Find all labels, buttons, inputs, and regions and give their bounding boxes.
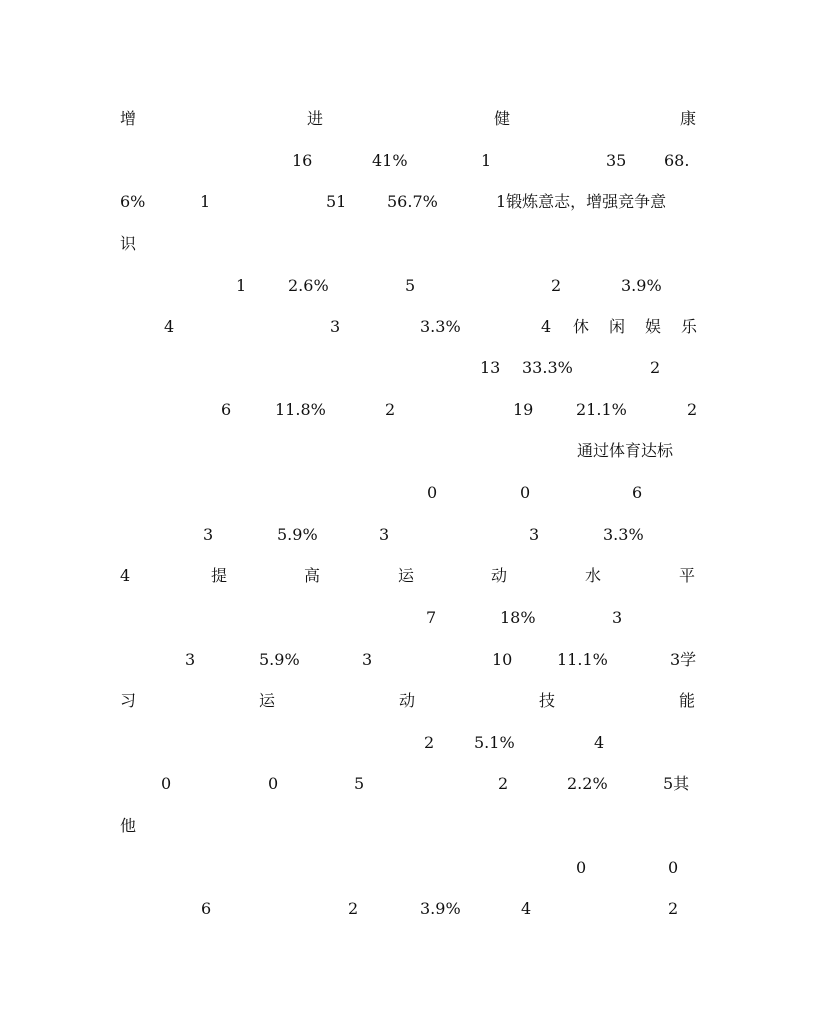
text-fragment: 娱 — [645, 317, 662, 336]
text-fragment: 35 — [606, 151, 627, 170]
text-fragment: 2.2% — [567, 774, 608, 793]
text-fragment: 4 — [120, 566, 131, 585]
text-fragment: 2 — [668, 899, 679, 918]
text-fragment: 33.3% — [522, 358, 573, 377]
text-fragment: 进 — [307, 109, 324, 128]
text-fragment: 11.8% — [275, 400, 326, 419]
text-fragment: 平 — [679, 566, 696, 585]
text-fragment: 水 — [585, 566, 602, 585]
text-fragment: 51 — [326, 192, 347, 211]
text-fragment: 1 — [200, 192, 211, 211]
text-fragment: 19 — [513, 400, 534, 419]
text-fragment: 5 — [354, 774, 365, 793]
text-fragment: 技 — [539, 691, 556, 710]
text-fragment: 5.1% — [474, 733, 515, 752]
text-fragment: 21.1% — [576, 400, 627, 419]
text-fragment: 2 — [385, 400, 396, 419]
text-fragment: 2.6% — [288, 276, 329, 295]
text-fragment: 3 — [529, 525, 540, 544]
text-fragment: 1 — [481, 151, 492, 170]
text-fragment: 2 — [551, 276, 562, 295]
text-fragment: 0 — [576, 858, 587, 877]
text-fragment: 能 — [679, 691, 696, 710]
text-fragment: 通过体育达标 — [577, 441, 674, 460]
text-fragment: 闲 — [609, 317, 626, 336]
text-fragment: 康 — [680, 109, 697, 128]
text-fragment: 3 — [203, 525, 214, 544]
text-fragment: 乐 — [681, 317, 698, 336]
text-fragment: 6 — [221, 400, 232, 419]
text-fragment: 18% — [500, 608, 536, 627]
text-fragment: 11.1% — [557, 650, 608, 669]
text-fragment: 动 — [491, 566, 508, 585]
text-fragment: 2 — [348, 899, 359, 918]
text-fragment: 4 — [541, 317, 552, 336]
text-fragment: 运 — [259, 691, 276, 710]
text-fragment: 6% — [120, 192, 146, 211]
text-fragment: 3.9% — [420, 899, 461, 918]
text-fragment: 高 — [304, 566, 321, 585]
text-fragment: 4 — [164, 317, 175, 336]
text-fragment: 7 — [426, 608, 437, 627]
text-fragment: 3 — [362, 650, 373, 669]
text-fragment: 1 — [236, 276, 247, 295]
text-fragment: 识 — [120, 234, 137, 253]
text-fragment: 5其 — [663, 774, 690, 793]
text-fragment: 0 — [520, 483, 531, 502]
text-fragment: 5.9% — [259, 650, 300, 669]
text-fragment: 3学 — [670, 650, 697, 669]
text-fragment: 1锻炼意志，增强竞争意 — [496, 192, 667, 211]
text-fragment: 2 — [424, 733, 435, 752]
text-fragment: 2 — [687, 400, 698, 419]
text-fragment: 10 — [492, 650, 513, 669]
text-fragment: 13 — [480, 358, 501, 377]
text-fragment: 动 — [399, 691, 416, 710]
text-fragment: 2 — [650, 358, 661, 377]
text-fragment: 他 — [120, 816, 137, 835]
text-fragment: 3 — [330, 317, 341, 336]
text-fragment: 6 — [632, 483, 643, 502]
text-fragment: 0 — [668, 858, 679, 877]
text-fragment: 增 — [120, 109, 137, 128]
text-fragment: 3 — [379, 525, 390, 544]
text-fragment: 5 — [405, 276, 416, 295]
text-fragment: 4 — [521, 899, 532, 918]
text-fragment: 习 — [120, 691, 137, 710]
text-fragment: 0 — [161, 774, 172, 793]
text-fragment: 68. — [664, 151, 690, 170]
text-fragment: 休 — [573, 317, 590, 336]
text-fragment: 提 — [211, 566, 228, 585]
text-fragment: 3 — [185, 650, 196, 669]
text-fragment: 健 — [494, 109, 511, 128]
text-fragment: 3.3% — [603, 525, 644, 544]
text-fragment: 3.3% — [420, 317, 461, 336]
text-fragment: 0 — [427, 483, 438, 502]
text-fragment: 5.9% — [277, 525, 318, 544]
text-fragment: 0 — [268, 774, 279, 793]
text-fragment: 3.9% — [621, 276, 662, 295]
text-fragment: 3 — [612, 608, 623, 627]
text-fragment: 2 — [498, 774, 509, 793]
text-fragment: 16 — [292, 151, 313, 170]
text-fragment: 56.7% — [387, 192, 438, 211]
text-fragment: 4 — [594, 733, 605, 752]
text-fragment: 41% — [372, 151, 408, 170]
text-fragment: 运 — [398, 566, 415, 585]
text-fragment: 6 — [201, 899, 212, 918]
